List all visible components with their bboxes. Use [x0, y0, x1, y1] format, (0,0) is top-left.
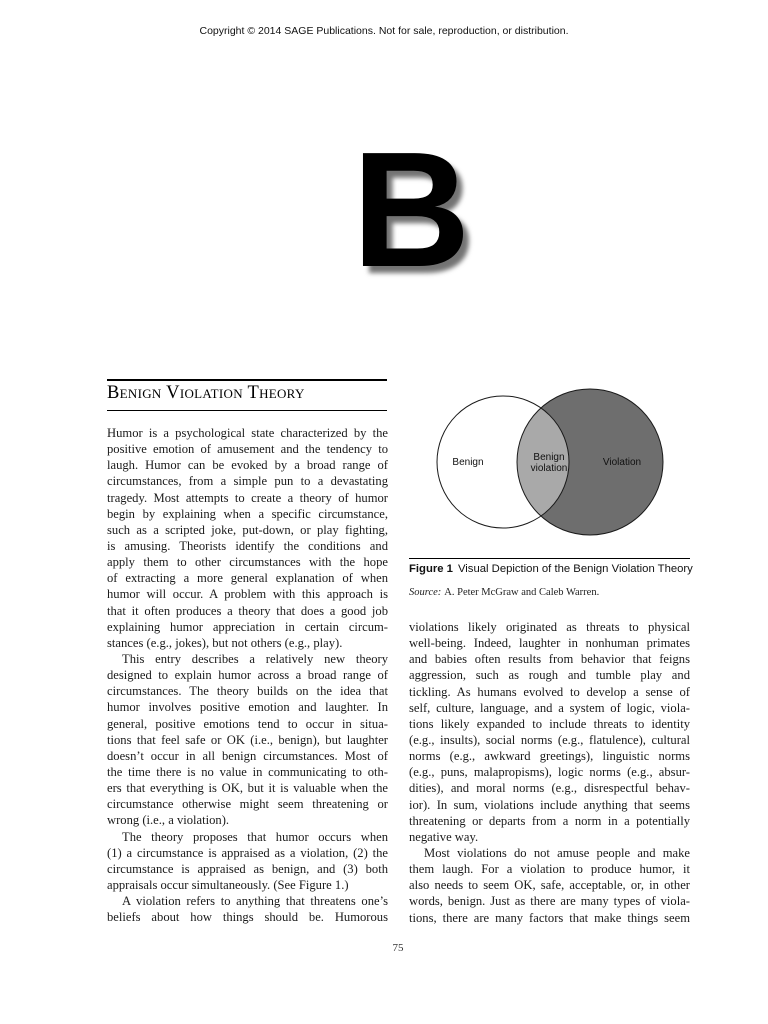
- copyright-notice: Copyright © 2014 SAGE Publications. Not for sale, reproduction, or distribution.: [199, 25, 569, 37]
- text-line: tions, there are many factors that make things seem: [409, 910, 690, 925]
- text-line: dities), and moral norms (e.g., disrespectful behav-: [409, 781, 690, 796]
- text-line: circumstances. The theory builds on the idea that: [107, 684, 388, 699]
- violation-label: Violation: [602, 457, 642, 468]
- text-line: general, positive emotions tend to occur in situa-: [107, 716, 388, 731]
- text-line: positive emotion of amusement and the tendency to: [107, 442, 388, 457]
- text-line: begin by explaining when a specific circumstance,: [107, 506, 388, 521]
- text-line: tions likely expanded to include threats to identity: [409, 716, 690, 731]
- text-line: A violation refers to anything that threatens one’s: [122, 894, 388, 909]
- text-line: the time there is no value in communicating to oth-: [107, 764, 388, 779]
- text-line: and babies often results from behavior that feigns: [409, 652, 690, 667]
- text-line: Most violations do not amuse people and make: [424, 845, 690, 860]
- text-line: that it often produces a theory that does a good job: [107, 603, 388, 618]
- text-line: laugh. Humor can be evoked by a broad range of: [107, 458, 388, 473]
- text-line: tickling. As humans evolved to develop a sense of: [409, 684, 690, 699]
- text-line: explaining humor appreciation in certain circum-: [107, 619, 388, 634]
- text-line: aggression, such as rough and tumble play and: [409, 668, 690, 683]
- text-line: Humor is a psychological state characterized by the: [107, 426, 388, 440]
- text-line: well-being. Indeed, laughter in nonhuman primates: [409, 636, 690, 651]
- text-line: (1) a circumstance is appraised as a violation, (2) the: [107, 845, 388, 860]
- figure-caption-text: Visual Depiction of the Benign Violation Theory: [457, 563, 693, 575]
- text-line: negative way.: [409, 829, 479, 844]
- text-line: tions that feel safe or OK (i.e., benign), but laughter: [107, 732, 388, 747]
- text-line: The theory proposes that humor occurs when: [122, 829, 388, 844]
- body-column-right: [409, 619, 690, 926]
- text-line: is amusing. Theorists identify the conditions and: [107, 538, 388, 553]
- text-line: circumstance otherwise might seem threatening or: [107, 797, 388, 812]
- figure-source: [409, 587, 694, 598]
- overlap-label-line1: Benign: [533, 452, 565, 463]
- title-rule-top: [107, 379, 387, 381]
- figure-source-label: Source:: [409, 587, 442, 598]
- text-line: of extracting a more general explanation of when: [107, 571, 388, 586]
- venn-diagram: [409, 372, 689, 552]
- text-line: designed to explain humor across a broad range of: [107, 668, 388, 683]
- figure-rule: [409, 558, 690, 559]
- text-line: norms (e.g., awkward greetings), linguistic norms: [409, 749, 690, 764]
- text-line: violations likely originated as threats to physical: [409, 620, 690, 634]
- text-line: humor will occur. A problem with this approach is: [107, 587, 388, 602]
- figure-caption: [409, 563, 694, 575]
- text-line: doesn’t occur in all benign circumstances. Most of: [107, 748, 388, 763]
- section-letter: B: [352, 118, 467, 301]
- benign-label: Benign: [452, 457, 484, 468]
- text-line: circumstance is appraised as benign, and (3) both: [107, 861, 388, 876]
- title-rule-bottom: [107, 410, 387, 411]
- text-line: wrong (i.e., a violation).: [107, 813, 230, 828]
- text-line: (e.g., insults), social norms (e.g., flatulence), cultural: [409, 732, 690, 747]
- text-line: them laugh. For a violation to produce humor, it: [409, 862, 690, 877]
- text-line: ior). In sum, violations include anything that seems: [409, 797, 690, 812]
- text-line: humor involves positive emotion and laughter. In: [107, 700, 388, 715]
- entry-title: Benign Violation Theory: [107, 383, 305, 403]
- body-column-left: [107, 425, 388, 925]
- text-line: tragedy. Most attempts to create a theory of humor: [107, 490, 388, 505]
- text-line: apply them to other circumstances with the hope: [107, 555, 388, 570]
- text-line: This entry describes a relatively new theory: [122, 651, 388, 666]
- text-line: beliefs about how things should be. Humorous: [107, 910, 388, 925]
- text-line: (e.g., puns, malapropisms), logic norms (e.g., absur-: [409, 765, 690, 780]
- text-line: such as a scripted joke, put-down, or play fighting,: [107, 522, 388, 537]
- text-line: self, culture, language, and a system of logic, viola-: [409, 700, 690, 715]
- text-line: stances (e.g., jokes), but not others (e.g., play).: [107, 635, 343, 650]
- text-line: threatening or departs from a norm in a potentially: [409, 813, 690, 828]
- text-line: also needs to seem OK, safe, acceptable, or, in other: [409, 878, 690, 893]
- text-line: appraisals occur simultaneously. (See Figure 1.): [107, 877, 349, 892]
- figure-label: Figure 1: [409, 563, 453, 575]
- page-number: 75: [392, 942, 404, 954]
- text-line: ers that everything is OK, but it is valuable when the: [107, 781, 388, 796]
- figure-source-text: A. Peter McGraw and Caleb Warren.: [444, 587, 600, 598]
- text-line: words, benign. Just as there are many types of viola-: [409, 894, 690, 909]
- text-line: circumstances, from a simple pun to a devastating: [107, 474, 388, 489]
- overlap-label-line2: violation: [530, 463, 568, 474]
